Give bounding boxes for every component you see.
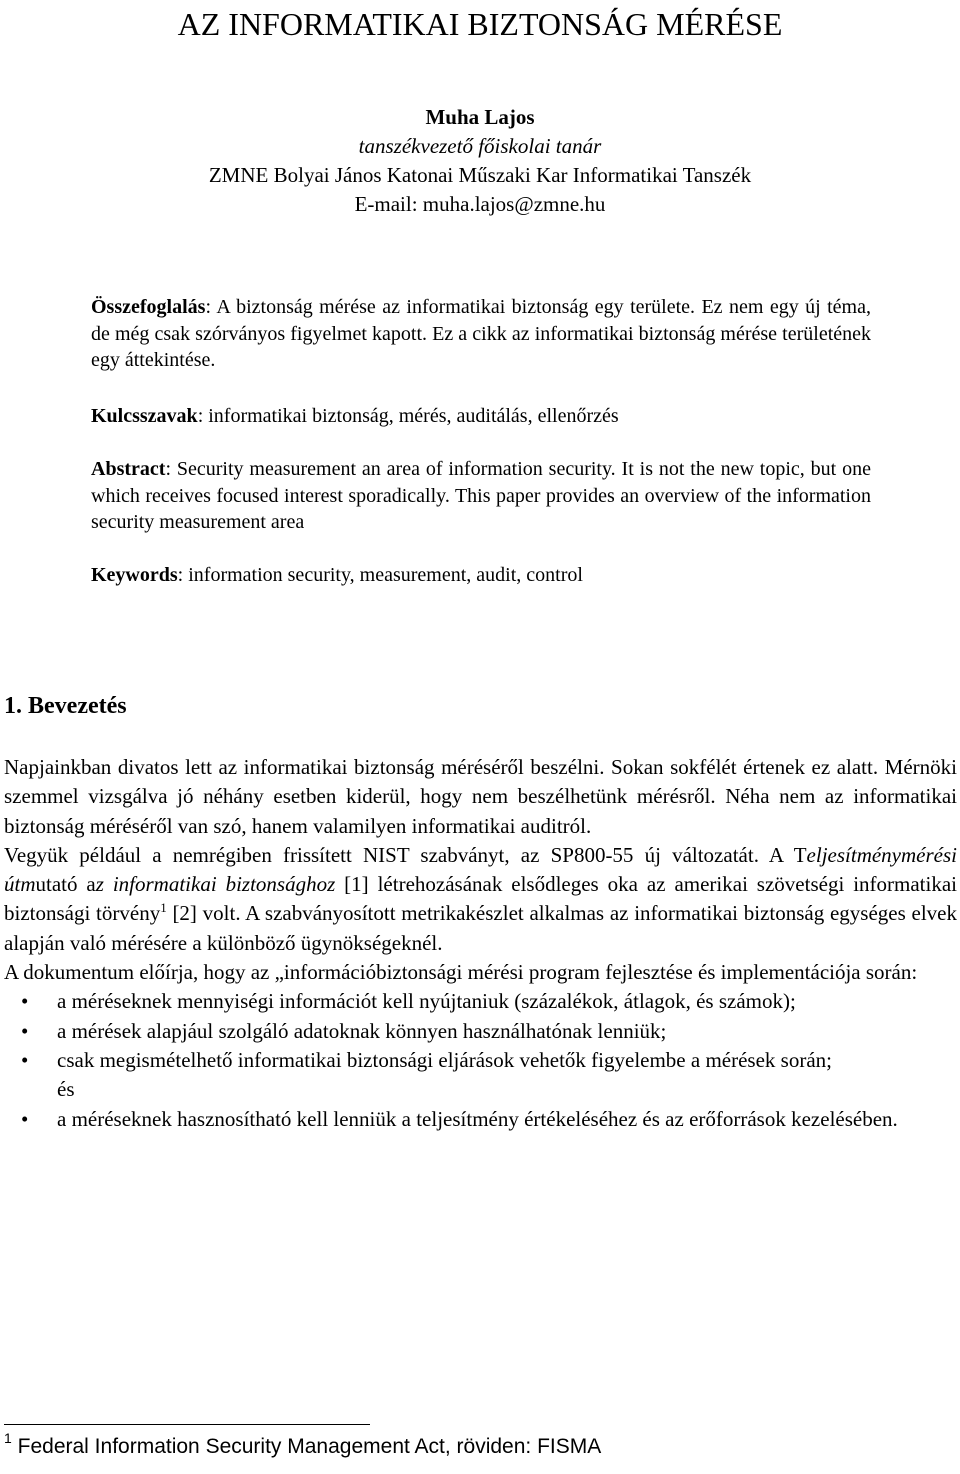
paragraph-2-text-a: Vegyük például a nemrégiben frissített NIST szabványt, az SP800-55 új változatát. A T: [4, 842, 807, 867]
list-item-text: a méréseknek mennyiségi információt kell nyújtaniuk (százalékok, átlagok, és számok);: [57, 989, 796, 1014]
footnote-divider: [4, 1424, 370, 1425]
bullet-list: [4, 987, 957, 1075]
author-block: [0, 103, 960, 219]
paragraph-3: A dokumentum előírja, hogy az „információbiztonsági mérési program fejlesztése és implementációja során:: [4, 960, 918, 985]
paragraph-2-text-b: utató a: [35, 872, 96, 897]
keywords-hu-text: : informatikai biztonság, mérés, auditálás, ellenőrzés: [197, 405, 619, 427]
list-item-text: a mérések alapjául szolgáló adatoknak könnyen használhatónak lenniük;: [57, 1018, 667, 1043]
abstract-en: [91, 456, 871, 536]
paragraph-1: Napjainkban divatos lett az informatikai biztonság méréséről beszélni. Sokan sokfélét értenek ez alatt. Mérnöki szemmel vizsgálva jó néhány esetben kiderül, hogy nem beszélhetünk mérésről. Néha nem az informatikai biztonság méréséről van szó, hanem valamilyen informatikai auditról.: [4, 755, 957, 838]
keywords-en-label: Keywords: [91, 564, 178, 586]
bullet-icon: •: [21, 989, 29, 1014]
author-name: Muha Lajos: [425, 105, 535, 129]
list-item: [4, 987, 957, 1016]
keywords-en: [91, 562, 871, 589]
keywords-hu-label: Kulcsszavak: [91, 405, 198, 427]
bullet-icon: •: [21, 1018, 29, 1043]
paragraph-2-italic-2: z informatikai biztonsághoz: [95, 872, 336, 897]
keywords-en-text: : information security, measurement, audit, control: [177, 564, 583, 586]
author-email: E-mail: muha.lajos@zmne.hu: [354, 192, 606, 216]
paragraph-2-text-c: [1] létrehozásának elsődleges oka az amerikai szövetségi informatikai biztonsági törvény: [4, 872, 958, 926]
section-heading: 1. Bevezetés: [4, 693, 127, 719]
summary-hu-text: : A biztonság mérése az informatikai biztonság egy területe. Ez nem egy új téma, de még csak szórványos figyelmet kapott. Ez a cikk az informatikai biztonság mérése területének egy áttekintése.: [91, 296, 871, 371]
list-item: [4, 1105, 957, 1134]
bullet-list-final: [4, 1105, 957, 1134]
list-item-text: csak megismételhető informatikai biztonsági eljárások vehetők figyelembe a mérések során;: [57, 1047, 832, 1072]
bullet-icon: •: [21, 1106, 29, 1131]
footnote-reference[interactable]: 1: [160, 900, 167, 916]
list-connector: és: [57, 1077, 75, 1102]
summary-hu: [91, 294, 871, 374]
summary-hu-label: Összefoglalás: [91, 296, 206, 318]
footnote-number: 1: [4, 1430, 12, 1446]
abstract-en-label: Abstract: [91, 458, 166, 480]
footnote: [4, 1432, 601, 1462]
list-item-text: a méréseknek hasznosítható kell lenniük a teljesítmény értékeléséhez és az erőforrások kezelésében.: [57, 1106, 898, 1131]
author-role: tanszékvezető főiskolai tanár: [358, 134, 602, 158]
bullet-icon: •: [21, 1047, 29, 1072]
author-affiliation: ZMNE Bolyai János Katonai Műszaki Kar Informatikai Tanszék: [208, 163, 752, 187]
paper-title: AZ INFORMATIKAI BIZTONSÁG MÉRÉSE: [177, 6, 783, 42]
keywords-hu: [91, 403, 871, 430]
paragraph-2-text-d: [2] volt. A szabványosított metrikakészlet alkalmas az informatikai biztonság egységes elvek alapján való mérésére a különböző ügynökségeknél.: [4, 901, 957, 955]
list-item: [4, 1046, 957, 1075]
footnote-text: Federal Information Security Management Act, röviden: FISMA: [17, 1435, 602, 1458]
paragraph-2: [4, 841, 957, 958]
list-item: [4, 1017, 957, 1046]
section-body: [4, 753, 957, 1134]
abstract-en-text: : Security measurement an area of information security. It is not the new topic, but one which receives focused interest sporadically. This paper provides an overview of the information security measurement area: [91, 458, 871, 533]
paragraph-2-italic-1: eljesítménymérési útm: [4, 842, 957, 897]
